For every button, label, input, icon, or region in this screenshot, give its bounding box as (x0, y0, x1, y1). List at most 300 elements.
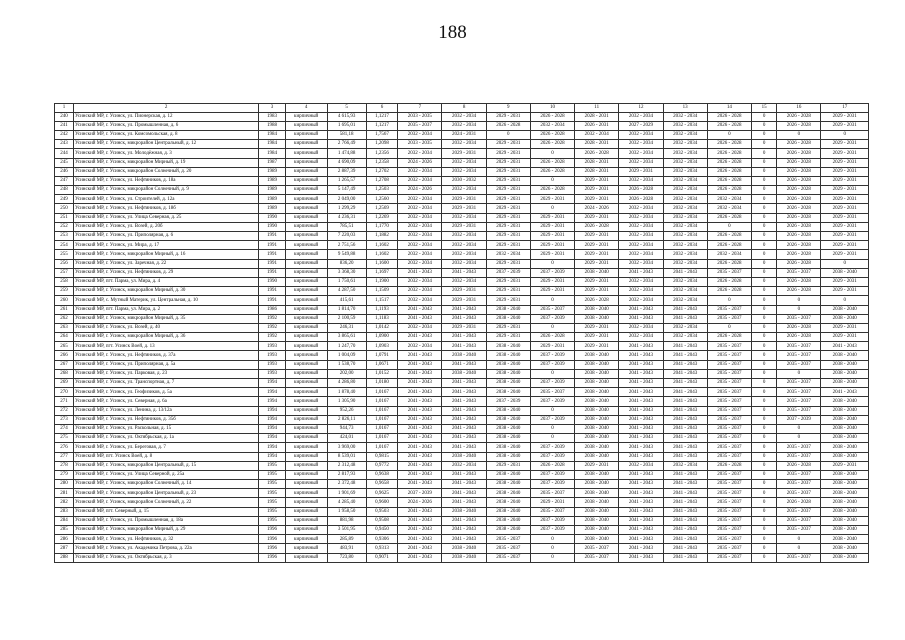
table-cell: 1,0167 (366, 443, 398, 452)
table-cell: 2028 - 2031 (575, 167, 619, 176)
table-cell: 2032 - 2034 (530, 121, 574, 130)
table-cell: 415,61 (327, 296, 366, 305)
table-cell: 2032 - 2034 (442, 121, 486, 130)
table-cell: 2035 - 2037 (486, 544, 530, 553)
table-cell: 1995 (259, 480, 285, 489)
table-cell: 2029 - 2031 (530, 250, 574, 259)
table-cell: 2037 - 2039 (530, 443, 574, 452)
table-cell: 243 (55, 140, 74, 149)
table-cell: 2038 - 2040 (486, 342, 530, 351)
table-cell: 2029 - 2031 (821, 158, 869, 167)
table-cell: 2041 - 2043 (663, 424, 707, 433)
table-cell: 2038 - 2040 (442, 553, 486, 562)
table-cell: 2035 - 2037 (707, 480, 751, 489)
column-number: 7 (398, 104, 442, 113)
address-cell: Усинский МР, г. Усинск, микрорайон Солнечный, д. 22 (73, 498, 258, 507)
table-cell: 2038 - 2040 (821, 507, 869, 516)
table-cell: 2041 - 2043 (663, 388, 707, 397)
table-cell: 2041 - 2043 (619, 360, 663, 369)
table-cell: 0 (751, 360, 776, 369)
table-cell: 2035 - 2037 (398, 121, 442, 130)
table-cell: 2026 - 2028 (777, 158, 821, 167)
table-cell: кирпичный (285, 112, 327, 121)
table-row (55, 434, 869, 443)
table-cell: 2041 - 2043 (398, 507, 442, 516)
table-cell: 2041 - 2043 (398, 397, 442, 406)
table-cell: 2032 - 2034 (398, 241, 442, 250)
table-cell: 2041 - 2043 (398, 360, 442, 369)
table-cell: 259 (55, 287, 74, 296)
table-cell: 2032 - 2034 (663, 186, 707, 195)
table-cell: 2041 - 2043 (619, 498, 663, 507)
table-cell: 0 (751, 434, 776, 443)
table-cell: 2029 - 2031 (575, 241, 619, 250)
table-cell: 2026 - 2028 (707, 176, 751, 185)
table-cell: 2038 - 2040 (486, 314, 530, 323)
table-cell: 2035 - 2037 (777, 526, 821, 535)
table-cell: 2035 - 2037 (707, 342, 751, 351)
capital-repair-schedule-table (54, 103, 869, 563)
table-cell: 2026 - 2028 (575, 149, 619, 158)
table-row (55, 388, 869, 397)
table-cell: 2026 - 2028 (777, 121, 821, 130)
table-cell: 2041 - 2043 (442, 268, 486, 277)
table-cell: 2029 - 2031 (486, 232, 530, 241)
address-cell: Усинский МР, г. Усинск, ул. Парковая, д. 23 (73, 369, 258, 378)
table-cell: 2041 - 2043 (619, 351, 663, 360)
table-cell: 2032 - 2034 (707, 204, 751, 213)
table-cell: 2026 - 2028 (777, 461, 821, 470)
table-cell: 0,9313 (366, 544, 398, 553)
table-cell: 0 (751, 461, 776, 470)
table-cell: 2035 - 2037 (707, 434, 751, 443)
address-cell: Усинский МР, г. Усинск, микрорайон Центральный, д. 12 (73, 140, 258, 149)
table-cell: 2035 - 2037 (486, 535, 530, 544)
table-cell: 1 474,88 (327, 149, 366, 158)
table-row (55, 112, 869, 121)
table-cell: 0 (751, 186, 776, 195)
table-cell: кирпичный (285, 369, 327, 378)
table-row (55, 204, 869, 213)
table-cell: 2041 - 2043 (663, 507, 707, 516)
address-cell: Усинский МР, г. Усинск, ул. Приполярная, д. 6 (73, 232, 258, 241)
table-cell: 2029 - 2031 (486, 140, 530, 149)
table-cell: 2041 - 2043 (398, 388, 442, 397)
table-row (55, 516, 869, 525)
table-cell: 0 (751, 259, 776, 268)
table-cell: 2029 - 2031 (486, 167, 530, 176)
table-cell: 2029 - 2031 (821, 213, 869, 222)
table-cell: 2033 - 2035 (398, 140, 442, 149)
table-cell: 0,9658 (366, 480, 398, 489)
table-cell: 2 751,56 (327, 241, 366, 250)
table-cell: 2032 - 2034 (398, 195, 442, 204)
table-cell: 483,91 (327, 544, 366, 553)
table-cell: 2035 - 2037 (777, 314, 821, 323)
table-cell: 2041 - 2043 (442, 379, 486, 388)
table-cell: 0 (530, 323, 574, 332)
table-cell: 1,0180 (366, 379, 398, 388)
table-cell: 2032 - 2034 (442, 241, 486, 250)
table-cell: 2029 - 2031 (442, 323, 486, 332)
table-cell: 2 887,39 (327, 167, 366, 176)
table-cell: 2032 - 2034 (398, 167, 442, 176)
table-cell: 0 (751, 213, 776, 222)
table-cell: 1995 (259, 516, 285, 525)
table-cell: кирпичный (285, 342, 327, 351)
table-row (55, 323, 869, 332)
table-cell: 2032 - 2034 (442, 259, 486, 268)
table-cell: кирпичный (285, 360, 327, 369)
table-cell: 2041 - 2043 (619, 452, 663, 461)
table-cell: 2041 - 2043 (442, 470, 486, 479)
table-row (55, 397, 869, 406)
table-cell: 2041 - 2043 (663, 535, 707, 544)
address-cell: Усинский МР, г. Усинск, ул. Мира, д. 17 (73, 241, 258, 250)
table-cell: 2029 - 2031 (486, 259, 530, 268)
table-cell: 2035 - 2037 (530, 489, 574, 498)
table-cell: 2026 - 2028 (777, 277, 821, 286)
table-cell: кирпичный (285, 480, 327, 489)
table-cell: 0 (751, 424, 776, 433)
table-cell: 2037 - 2039 (777, 415, 821, 424)
table-cell: 0 (530, 434, 574, 443)
table-cell: 2026 - 2028 (707, 140, 751, 149)
table-cell: кирпичный (285, 149, 327, 158)
table-cell: 272 (55, 406, 74, 415)
table-cell: 2026 - 2028 (707, 259, 751, 268)
table-row (55, 167, 869, 176)
table-cell: 2029 - 2031 (821, 112, 869, 121)
table-cell: 1989 (259, 195, 285, 204)
table-row (55, 406, 869, 415)
table-cell: 2038 - 2040 (575, 268, 619, 277)
table-cell: 2026 - 2028 (777, 176, 821, 185)
address-cell: Усинский МР, г. Усинск, ул. Приполярная, д. 5а (73, 360, 258, 369)
table-cell: 2038 - 2040 (486, 489, 530, 498)
table-cell: 2029 - 2031 (486, 195, 530, 204)
table-cell: 2028 - 2031 (575, 112, 619, 121)
table-cell: 0 (751, 351, 776, 360)
table-cell: 1,1697 (366, 268, 398, 277)
table-cell: 2038 - 2040 (821, 470, 869, 479)
column-number-row (55, 104, 869, 113)
table-cell: 2041 - 2043 (442, 333, 486, 342)
table-cell: 0 (751, 342, 776, 351)
table-cell: 2032 - 2034 (619, 323, 663, 332)
table-cell: 2029 - 2031 (821, 167, 869, 176)
table-cell: 267 (55, 360, 74, 369)
table-cell: 2038 - 2040 (486, 526, 530, 535)
address-cell: Усинский МР, г. Усинск, ул. Академика Петрова, д. 22а (73, 544, 258, 553)
table-cell: 269 (55, 379, 74, 388)
table-cell: 1,0167 (366, 424, 398, 433)
table-cell: 2032 - 2034 (663, 195, 707, 204)
table-cell: 3 865,61 (327, 333, 366, 342)
table-cell: 2041 - 2043 (663, 516, 707, 525)
table-cell: 2032 - 2034 (442, 277, 486, 286)
table-cell: 2035 - 2037 (530, 507, 574, 516)
table-row (55, 140, 869, 149)
table-cell: 2029 - 2031 (486, 296, 530, 305)
table-cell: 2041 - 2043 (663, 369, 707, 378)
table-cell: 1992 (259, 314, 285, 323)
table-cell: 2026 - 2028 (707, 287, 751, 296)
table-cell: 1989 (259, 186, 285, 195)
address-cell: Усинский МР, пгт. Усинск Воей, д. 8 (73, 452, 258, 461)
table-cell: 1 958,50 (327, 507, 366, 516)
table-cell: 2035 - 2037 (575, 553, 619, 562)
address-cell: Усинский МР, г. Усинск, микрорайон Мирный, д. 36 (73, 333, 258, 342)
table-cell: 2032 - 2034 (663, 149, 707, 158)
table-cell: 2038 - 2040 (821, 498, 869, 507)
table-cell: 2029 - 2031 (486, 176, 530, 185)
table-cell: 2041 - 2043 (619, 305, 663, 314)
table-cell: 2 312,48 (327, 461, 366, 470)
table-cell: 2032 - 2034 (663, 296, 707, 305)
table-cell: 2032 - 2034 (442, 112, 486, 121)
table-cell: 1986 (259, 305, 285, 314)
table-cell: 1,0167 (366, 415, 398, 424)
table-cell: кирпичный (285, 470, 327, 479)
table-cell: 263 (55, 323, 74, 332)
table-cell: 2026 - 2028 (707, 241, 751, 250)
table-cell: кирпичный (285, 434, 327, 443)
table-cell: 0,9071 (366, 553, 398, 562)
table-cell: 0,9772 (366, 461, 398, 470)
address-cell: Усинский МР, г. Усинск, ул. Береговая, д. 7 (73, 443, 258, 452)
table-cell: 2038 - 2040 (486, 415, 530, 424)
table-cell: 1983 (259, 112, 285, 121)
table-cell: 0,9638 (366, 470, 398, 479)
table-cell: 2029 - 2031 (821, 204, 869, 213)
table-cell: 2038 - 2040 (575, 369, 619, 378)
table-cell: 0 (751, 452, 776, 461)
table-cell: 2041 - 2043 (442, 489, 486, 498)
table-cell: 2041 - 2043 (442, 443, 486, 452)
table-cell: 2035 - 2037 (530, 305, 574, 314)
table-cell: 2029 - 2031 (530, 232, 574, 241)
table-cell: 1984 (259, 149, 285, 158)
table-cell: 2038 - 2040 (575, 480, 619, 489)
table-cell: 2032 - 2034 (442, 461, 486, 470)
table-cell: 2032 - 2034 (663, 167, 707, 176)
table-cell: 1 247,70 (327, 342, 366, 351)
table-cell: 1988 (259, 121, 285, 130)
table-cell: 2037 - 2039 (530, 415, 574, 424)
table-cell: кирпичный (285, 424, 327, 433)
table-cell: 1984 (259, 140, 285, 149)
table-cell: 0 (751, 121, 776, 130)
table-cell: 2041 - 2043 (663, 480, 707, 489)
table-cell: 2038 - 2040 (821, 480, 869, 489)
table-cell: 2029 - 2031 (486, 277, 530, 286)
table-cell: 2028 - 2031 (575, 158, 619, 167)
table-cell: 4 615,93 (327, 112, 366, 121)
table-cell: 0 (751, 397, 776, 406)
table-cell: 241 (55, 121, 74, 130)
table-row (55, 259, 869, 268)
table-cell: 2035 - 2037 (707, 452, 751, 461)
table-cell: 0 (751, 140, 776, 149)
table-cell: 2032 - 2034 (663, 461, 707, 470)
address-cell: Усинский МР, г. Усинск, микрорайон Центральный, д. 15 (73, 461, 258, 470)
table-cell: 2026 - 2028 (707, 186, 751, 195)
table-cell: 2029 - 2031 (575, 213, 619, 222)
table-cell: 2032 - 2034 (619, 250, 663, 259)
table-cell: 1993 (259, 342, 285, 351)
table-cell: 0 (530, 369, 574, 378)
table-row (55, 287, 869, 296)
table-cell: 2037 - 2039 (530, 452, 574, 461)
table-cell: кирпичный (285, 406, 327, 415)
column-number: 5 (327, 104, 366, 113)
address-cell: Усинский МР, г. Усинск, ул. Нефтяников, д. 29 (73, 268, 258, 277)
table-row (55, 232, 869, 241)
table-cell: 0 (751, 287, 776, 296)
table-cell: 242 (55, 130, 74, 139)
table-cell: 581,18 (327, 130, 366, 139)
table-cell: 2026 - 2028 (530, 112, 574, 121)
table-cell: 2029 - 2031 (575, 342, 619, 351)
table-cell: 2029 - 2031 (575, 333, 619, 342)
table-cell: 0 (751, 544, 776, 553)
table-cell: 0 (821, 130, 869, 139)
table-cell: 258 (55, 277, 74, 286)
table-cell: 2024 - 2026 (398, 498, 442, 507)
table-cell: 2032 - 2034 (619, 287, 663, 296)
table-cell: 2035 - 2037 (707, 489, 751, 498)
table-cell: 2037 - 2039 (530, 379, 574, 388)
table-cell: 0,9815 (366, 452, 398, 461)
table-cell: 257 (55, 268, 74, 277)
table-cell: кирпичный (285, 351, 327, 360)
table-cell: 2026 - 2028 (707, 213, 751, 222)
table-cell: 2038 - 2040 (575, 507, 619, 516)
table-cell: 2035 - 2037 (575, 544, 619, 553)
table-cell: 2041 - 2043 (442, 434, 486, 443)
address-cell: Усинский МР, г. Усинск, ул. Нефтяников, д. 35б (73, 415, 258, 424)
table-cell: 2032 - 2034 (442, 158, 486, 167)
table-cell: 2037 - 2039 (530, 470, 574, 479)
column-number: 3 (259, 104, 285, 113)
table-cell: 1994 (259, 415, 285, 424)
table-cell: 2038 - 2040 (486, 360, 530, 369)
table-cell: 2035 - 2037 (707, 415, 751, 424)
table-cell: 2026 - 2028 (530, 140, 574, 149)
table-cell: 240 (55, 112, 74, 121)
table-cell: 2029 - 2031 (821, 186, 869, 195)
table-cell: 2041 - 2043 (398, 480, 442, 489)
table-cell: 2041 - 2043 (663, 351, 707, 360)
table-cell: 2032 - 2034 (442, 250, 486, 259)
table-cell: 0 (530, 259, 574, 268)
table-cell: 1,1217 (366, 112, 398, 121)
table-cell: 2026 - 2028 (777, 259, 821, 268)
table-cell: 2029 - 2031 (821, 140, 869, 149)
table-cell: 1 265,57 (327, 176, 366, 185)
table-row (55, 452, 869, 461)
table-cell: 2038 - 2040 (821, 452, 869, 461)
table-cell: 1,1509 (366, 287, 398, 296)
table-cell: 2041 - 2043 (398, 415, 442, 424)
table-cell: 1992 (259, 333, 285, 342)
table-row (55, 277, 869, 286)
table-cell: 2038 - 2040 (821, 434, 869, 443)
table-cell: 2 766,49 (327, 140, 366, 149)
table-cell: 288 (55, 553, 74, 562)
address-cell: Усинский МР, г. Усинск, ул. Заречная, д. 22 (73, 259, 258, 268)
table-cell: 2035 - 2037 (707, 526, 751, 535)
table-cell: 0 (777, 296, 821, 305)
table-cell: 0 (530, 149, 574, 158)
table-cell: 2041 - 2043 (663, 360, 707, 369)
table-cell: 0,9600 (366, 498, 398, 507)
table-cell: 1,0791 (366, 351, 398, 360)
column-number: 1 (55, 104, 74, 113)
table-cell: 2032 - 2034 (663, 277, 707, 286)
table-cell: 2041 - 2043 (619, 535, 663, 544)
table-cell: 2026 - 2028 (777, 498, 821, 507)
table-cell: 2035 - 2037 (707, 268, 751, 277)
table-cell: 2024 - 2031 (442, 130, 486, 139)
table-cell: 2035 - 2037 (777, 507, 821, 516)
address-cell: Усинский МР, г. Усинск, ул. Октябрьская, д. 1а (73, 434, 258, 443)
table-cell: 2035 - 2037 (707, 424, 751, 433)
table-cell: 265 (55, 342, 74, 351)
table-cell: кирпичный (285, 333, 327, 342)
table-cell: 2026 - 2028 (530, 167, 574, 176)
table-cell: 2026 - 2028 (619, 186, 663, 195)
table-cell: 2038 - 2040 (486, 434, 530, 443)
address-cell: Усинский МР, г. Усинск, ул. Возей, д. 20б (73, 222, 258, 231)
table-cell: 0 (486, 130, 530, 139)
table-cell: 1,1770 (366, 222, 398, 231)
table-cell: 2041 - 2043 (619, 553, 663, 562)
table-cell: 2026 - 2028 (530, 186, 574, 195)
table-cell: 0 (751, 443, 776, 452)
table-cell: 2037 - 2039 (398, 489, 442, 498)
table-cell: 0 (751, 535, 776, 544)
table-cell: 1993 (259, 360, 285, 369)
column-number: 10 (530, 104, 574, 113)
table-cell: 1 538,70 (327, 360, 366, 369)
address-cell: Усинский МР, г. Усинск, ул. Улица Северная, д. 25 (73, 213, 258, 222)
table-cell: 2041 - 2043 (619, 480, 663, 489)
table-cell: 2033 - 2035 (398, 112, 442, 121)
table-cell: 2035 - 2037 (777, 397, 821, 406)
table-row (55, 470, 869, 479)
table-cell: 1995 (259, 507, 285, 516)
table-cell: 2026 - 2028 (777, 112, 821, 121)
table-cell: 0 (751, 222, 776, 231)
table-cell: 2041 - 2043 (442, 342, 486, 351)
table-cell: 2038 - 2040 (575, 388, 619, 397)
table-cell: 266 (55, 351, 74, 360)
table-cell: 2035 - 2037 (707, 379, 751, 388)
table-row (55, 158, 869, 167)
table-cell: 2035 - 2037 (707, 305, 751, 314)
table-cell: 2026 - 2028 (777, 222, 821, 231)
table-cell: 0 (707, 296, 751, 305)
table-cell: 1,0167 (366, 388, 398, 397)
table-row (55, 351, 869, 360)
table-cell: кирпичный (285, 516, 327, 525)
table-cell: 0 (530, 406, 574, 415)
address-cell: Усинский МР, г. Усинск, ул. Северная, д. 6а (73, 397, 258, 406)
table-cell: 3 969,00 (327, 443, 366, 452)
table-cell: 2032 - 2034 (619, 259, 663, 268)
